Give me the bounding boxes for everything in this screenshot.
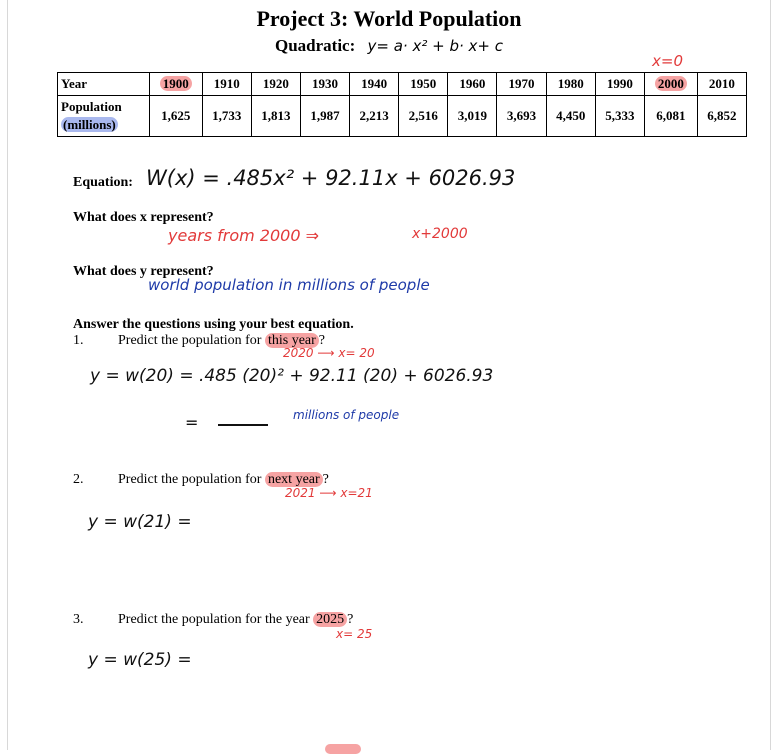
question-text [118,612,353,628]
question-number: 1. [73,333,84,348]
population-unit-highlight: (millions) [63,117,116,132]
question-y: What does y represent? [73,264,214,279]
year-cell-highlight: 1900 [160,76,192,91]
population-cell: 2,516 [399,96,448,137]
question-highlight: this year [265,333,319,348]
question-highlight: next year [265,472,323,487]
year-cell [149,73,202,96]
equals-sign: = [185,413,199,432]
question-text-end: ? [347,612,354,627]
answer-x-transform: x+2000 [412,226,468,242]
year-cell-highlight: 2000 [655,76,687,91]
year-header: Year [58,73,150,96]
population-label: Population [61,99,122,114]
year-cell [644,73,697,96]
handwritten-calculation: y = w(25) = [88,650,192,670]
population-cell: 1,625 [149,96,202,137]
x-zero-note: x=0 [652,52,683,70]
question-text-part: Predict the population for [118,333,265,348]
year-cell: 1950 [399,73,448,96]
question-text-part: Predict the population for the year [118,612,314,627]
page-edge-left [7,0,8,750]
population-cell: 1,813 [251,96,300,137]
page-edge-right [770,0,771,750]
population-unit [61,116,146,134]
answer-y: world population in millions of people [148,276,430,294]
question-note: x= 25 [336,627,373,641]
question-text-end: ? [322,472,329,487]
question-note: 2021 ⟶ x=21 [285,486,373,500]
population-cell: 5,333 [595,96,644,137]
population-table [57,72,747,137]
year-cell: 1990 [595,73,644,96]
population-cell: 6,852 [697,96,746,137]
question-number: 2. [73,472,84,487]
question-highlight: 2025 [313,612,347,627]
year-cell: 1970 [497,73,546,96]
year-cell: 1910 [202,73,251,96]
population-row [58,96,747,137]
handwritten-calculation: y = w(20) = .485 (20)² + 92.11 (20) + 6026.93 [90,366,494,386]
answer-x: years from 2000 ⇒ [168,226,319,245]
year-cell: 1980 [546,73,595,96]
population-cell: 1,733 [202,96,251,137]
question-note: 2020 ⟶ x= 20 [283,346,375,360]
population-cell: 1,987 [300,96,349,137]
population-cell: 3,693 [497,96,546,137]
year-cell: 1930 [300,73,349,96]
question-text-part: Predict the population for [118,472,265,487]
year-cell: 1940 [350,73,399,96]
year-cell: 1920 [251,73,300,96]
answer-blank-line [218,424,268,426]
year-cell: 2010 [697,73,746,96]
question-number: 3. [73,612,84,627]
year-cell: 1960 [448,73,497,96]
population-cell: 2,213 [350,96,399,137]
year-row [58,73,747,96]
model-equation: y= a· x² + b· x+ c [367,37,503,55]
population-cell: 6,081 [644,96,697,137]
handwritten-calculation: y = w(21) = [88,512,192,532]
equation-handwritten: W(x) = .485x² + 92.11x + 6026.93 [146,166,516,190]
model-label: Quadratic: [275,36,356,55]
instructions: Answer the questions using your best equation. [73,317,354,332]
equation-label: Equation: [73,175,133,190]
page-title: Project 3: World Population [256,6,522,31]
question-x: What does x represent? [73,210,214,225]
population-header [58,96,150,137]
highlight-mark [325,744,361,754]
population-cell: 4,450 [546,96,595,137]
answer-units: millions of people [293,408,400,422]
question-text-end: ? [318,333,326,348]
population-cell: 3,019 [448,96,497,137]
